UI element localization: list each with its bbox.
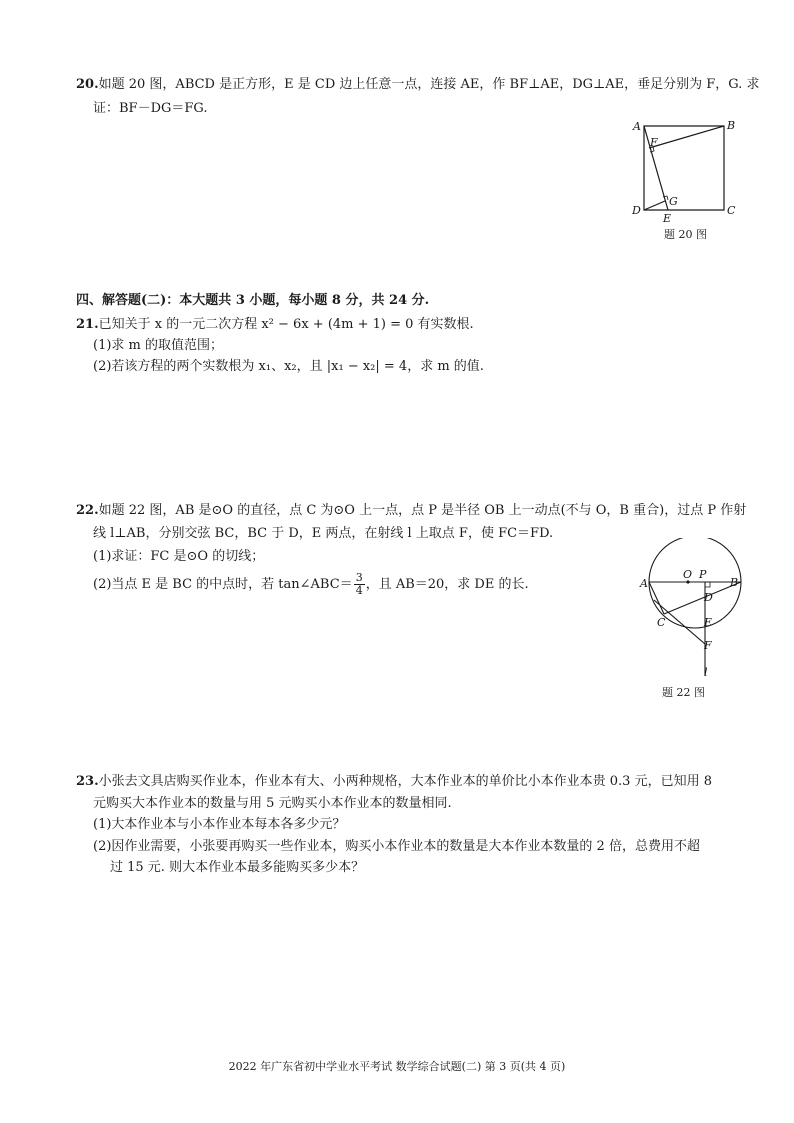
q22-number: 22.	[76, 503, 99, 518]
q22-label-A: A	[640, 577, 648, 590]
q23-line1	[76, 773, 712, 791]
q21-stem: 已知关于 x 的一元二次方程 x² − 6x + (4m + 1) = 0 有实数根.	[98, 317, 474, 332]
q22-part1: (1)求证：FC 是⊙O 的切线；	[93, 549, 265, 564]
q20-label-F: F	[650, 136, 658, 149]
q20-label-D: D	[632, 204, 641, 217]
q20-label-A: A	[633, 120, 641, 133]
q21-part1: (1)求 m 的取值范围；	[93, 338, 224, 353]
q22-label-F: F	[704, 639, 712, 652]
q23-part1: (1)大本作业本与小本作业本每本各多少元？	[93, 817, 346, 832]
q22-label-O: O	[683, 568, 693, 581]
q23-line2: 元购买大本作业本的数量与用 5 元购买小本作业本的数量相同.	[93, 796, 452, 811]
q22-fraction	[354, 572, 365, 597]
q22-label-l: l	[704, 666, 708, 679]
q21-number: 21.	[76, 317, 99, 332]
q20-line1	[76, 76, 759, 94]
q23-number: 23.	[76, 774, 99, 789]
q20-caption: 题 20 图	[664, 228, 707, 241]
q20-figure	[628, 114, 740, 234]
q22-label-D: D	[704, 591, 713, 604]
q20-label-E: E	[663, 212, 672, 225]
q21-part2: (2)若该方程的两个实数根为 x₁、x₂，且 |x₁ − x₂| = 4，求 m 的值.	[93, 359, 484, 374]
q20-text-1: 如题 20 图，ABCD 是正方形，E 是 CD 边上任意一点，连接 AE，作 BF⊥AE，DG⊥AE，垂足分别为 F，G. 求	[98, 77, 760, 92]
q22-part2	[93, 572, 529, 597]
q23-text-1: 小张去文具店购买作业本，作业本有大、小两种规格，大本作业本的单价比小本作业本贵 0.3 元，已知用 8	[98, 774, 712, 789]
q20-label-B: B	[727, 119, 736, 132]
q20-label-C: C	[727, 204, 736, 217]
q23-part2a: (2)因作业需要，小张要再购买一些作业本，购买小本作业本的数量是大本作业本数量的 2 倍，总费用不超	[93, 839, 700, 854]
q22-frac-den: 4	[355, 584, 363, 597]
page-footer: 2022 年广东省初中学业水平考试 数学综合试题(二) 第 3 页(共 4 页)	[228, 1060, 566, 1073]
q22-part2-a: (2)当点 E 是 BC 的中点时，若 tan∠ABC＝	[93, 577, 353, 592]
q22-text-1: 如题 22 图，AB 是⊙O 的直径，点 C 为⊙O 上一点，点 P 是半径 OB 上一动点(不与 O，B 重合)，过点 P 作射	[98, 503, 747, 518]
q23-part2b: 过 15 元. 则大本作业本最多能购买多少本？	[110, 860, 365, 875]
section-title: 四、解答题(二)：本大题共 3 小题，每小题 8 分，共 24 分.	[76, 293, 430, 308]
q20-line2: 证：BF－DG＝FG.	[93, 101, 208, 116]
q22-caption: 题 22 图	[662, 686, 705, 699]
q22-figure	[636, 538, 746, 688]
q22-label-E: E	[704, 616, 713, 629]
q22-label-P: P	[699, 568, 707, 581]
q22-part2-b: ，且 AB＝20，求 DE 的长.	[365, 577, 529, 592]
q21-stem-line	[76, 316, 474, 334]
q22-label-B: B	[730, 576, 739, 589]
q22-line2: 线 l⊥AB，分别交弦 BC，BC 于 D，E 两点，在射线 l 上取点 F，使 FC＝FD.	[93, 526, 554, 541]
q20-label-G: G	[669, 195, 678, 208]
q22-label-C: C	[657, 616, 666, 629]
q20-number: 20.	[76, 77, 99, 92]
q22-line1	[76, 502, 746, 520]
q22-frac-num: 3	[355, 571, 363, 584]
